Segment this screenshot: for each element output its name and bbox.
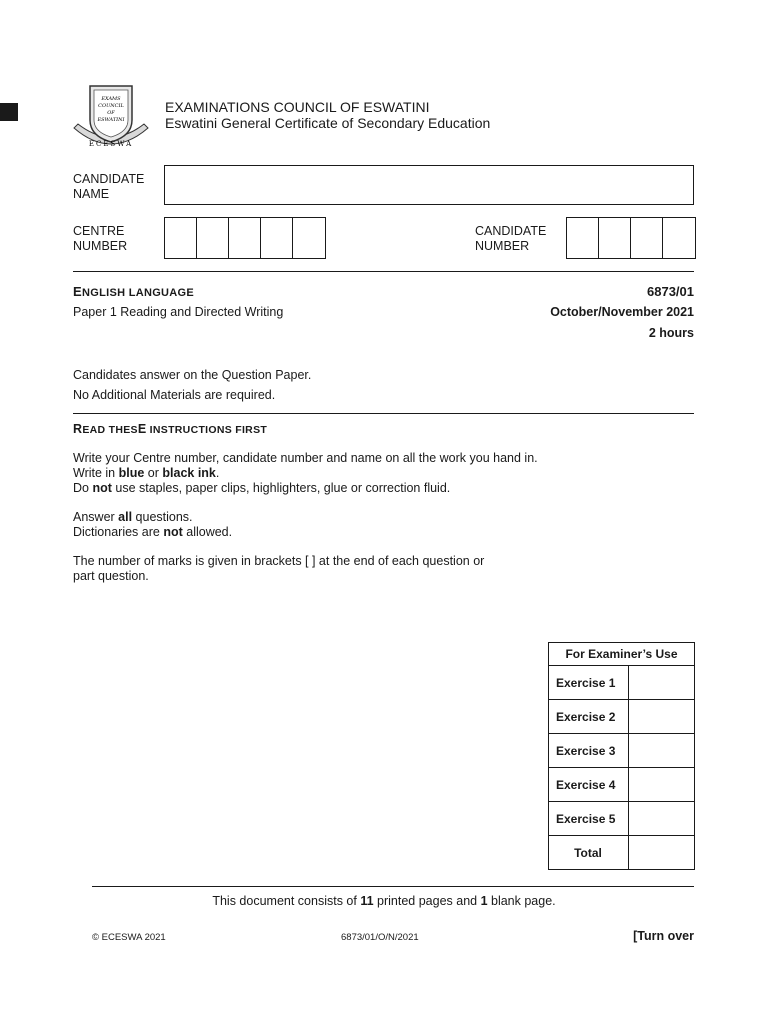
council-title: EXAMINATIONS COUNCIL OF ESWATINI [165,99,430,115]
table-row [549,666,695,700]
exercise-label: Exercise 3 [549,734,629,768]
instruction-line: Answer all questions. [73,510,193,524]
materials-line-2: No Additional Materials are required. [73,388,276,402]
exercise-label: Exercise 1 [549,666,629,700]
candidate-name-box[interactable] [164,165,694,205]
copyright: © ECESWA 2021 [92,932,166,943]
page-count-statement: This document consists of 11 printed pages and 1 blank page. [212,894,556,908]
mark-box[interactable] [629,768,695,802]
centre-digit-box[interactable] [261,218,293,258]
examiner-use-table [548,642,695,870]
turn-over: [Turn over [633,929,694,943]
mark-box[interactable] [629,734,695,768]
exam-session: October/November 2021 [550,305,694,319]
centre-digit-box[interactable] [165,218,197,258]
table-row [549,768,695,802]
svg-text:OF: OF [107,110,115,116]
total-label: Total [549,836,629,870]
mark-box[interactable] [629,666,695,700]
instruction-line: part question. [73,569,149,583]
divider [73,271,694,272]
svg-text:ECESWA: ECESWA [88,140,134,148]
mark-box[interactable] [629,700,695,734]
instruction-line: Dictionaries are not allowed. [73,525,233,539]
exercise-label: Exercise 2 [549,700,629,734]
exercise-label: Exercise 4 [549,768,629,802]
centre-number-boxes[interactable] [164,217,326,259]
page-tab-marker [0,103,18,121]
table-row [549,734,695,768]
candidate-digit-box[interactable] [567,218,599,258]
centre-digit-box[interactable] [293,218,325,258]
svg-text:EXAMS: EXAMS [101,96,121,102]
centre-number-label: CENTRE NUMBER [73,224,128,253]
svg-text:ESWATINI: ESWATINI [97,117,125,123]
table-row [549,802,695,836]
footer-divider [92,886,694,887]
exercise-label: Exercise 5 [549,802,629,836]
instruction-line: The number of marks is given in brackets [ ] at the end of each question or [73,554,485,568]
examiner-table-header: For Examiner’s Use [549,643,695,666]
candidate-digit-box[interactable] [599,218,631,258]
candidate-number-label: CANDIDATE NUMBER [475,224,547,253]
divider [73,413,694,414]
eceswa-crest-logo [70,80,152,154]
centre-digit-box[interactable] [197,218,229,258]
instruction-line: Write in blue or black ink. [73,466,220,480]
instruction-line: Do not use staples, paper clips, highlighters, glue or correction fluid. [73,481,451,495]
candidate-digit-box[interactable] [631,218,663,258]
instruction-line: Write your Centre number, candidate number and name on all the work you hand in. [73,451,538,465]
materials-line-1: Candidates answer on the Question Paper. [73,368,312,382]
mark-box[interactable] [629,802,695,836]
table-row [549,700,695,734]
svg-text:COUNCIL: COUNCIL [98,103,124,109]
table-row [549,836,695,870]
instructions-title: READ THESE INSTRUCTIONS FIRST [73,422,268,436]
syllabus-code: 6873/01 [647,284,694,299]
candidate-number-boxes[interactable] [566,217,696,259]
centre-digit-box[interactable] [229,218,261,258]
document-reference: 6873/01/O/N/2021 [341,932,419,943]
subject-title: ENGLISH LANGUAGE [73,284,195,299]
total-mark-box[interactable] [629,836,695,870]
exam-duration: 2 hours [648,326,694,340]
candidate-name-label: CANDIDATE NAME [73,172,145,201]
paper-title: Paper 1 Reading and Directed Writing [73,305,284,319]
certificate-title: Eswatini General Certificate of Secondary Education [165,115,491,131]
candidate-digit-box[interactable] [663,218,695,258]
